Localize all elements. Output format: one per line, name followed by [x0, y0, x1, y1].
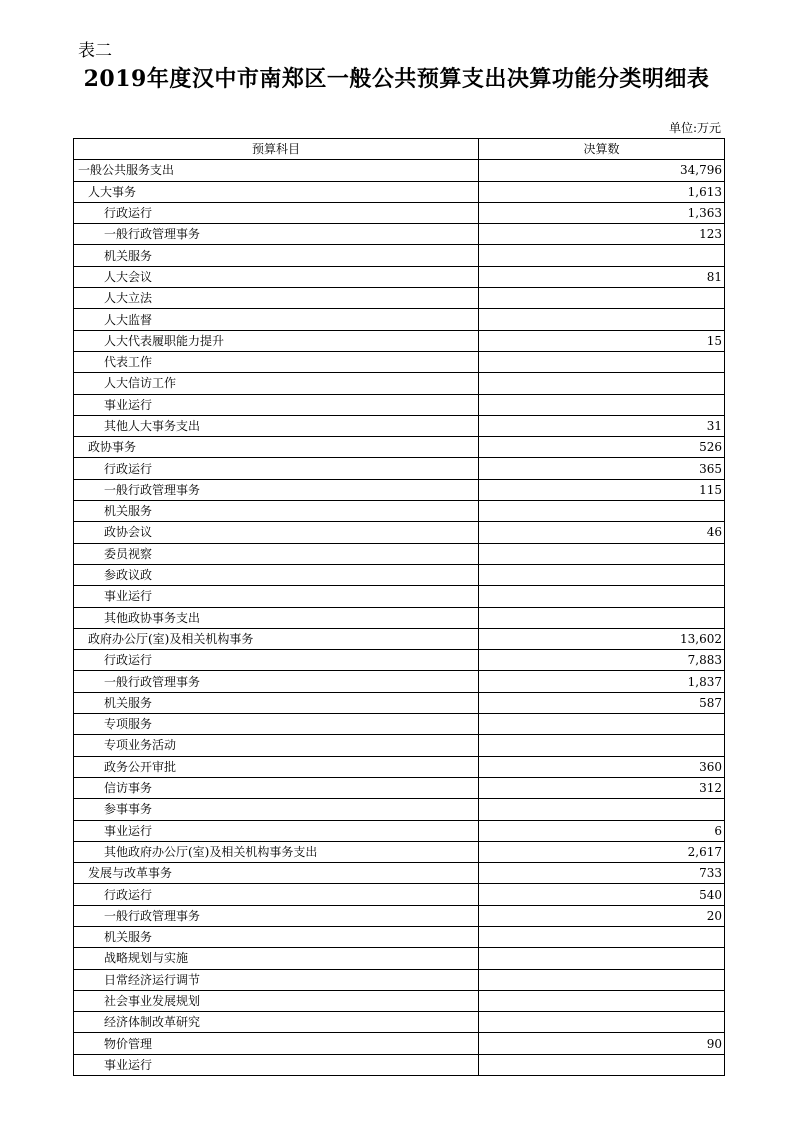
table-header-row: [74, 139, 725, 160]
amount-cell: [479, 543, 725, 564]
amount-cell: [479, 245, 725, 266]
amount-cell: [479, 564, 725, 585]
table-row: [74, 501, 725, 522]
amount-cell: 20: [479, 905, 725, 926]
table-row: [74, 415, 725, 436]
amount-cell: 1,613: [479, 181, 725, 202]
budget-item-cell: 专项服务: [74, 714, 479, 735]
amount-cell: 81: [479, 266, 725, 287]
budget-item-cell: 事业运行: [74, 1054, 479, 1075]
table-row: [74, 628, 725, 649]
budget-item-cell: 人大信访工作: [74, 373, 479, 394]
amount-cell: [479, 1012, 725, 1033]
table-row: [74, 905, 725, 926]
budget-item-cell: 日常经济运行调节: [74, 969, 479, 990]
amount-cell: [479, 926, 725, 947]
table-row: [74, 245, 725, 266]
budget-item-cell: 行政运行: [74, 650, 479, 671]
table-row: [74, 714, 725, 735]
table-row: [74, 969, 725, 990]
budget-item-cell: 政协事务: [74, 437, 479, 458]
table-row: [74, 990, 725, 1011]
table-row: [74, 650, 725, 671]
budget-item-cell: 机关服务: [74, 926, 479, 947]
budget-item-cell: 机关服务: [74, 501, 479, 522]
budget-item-cell: 机关服务: [74, 245, 479, 266]
amount-cell: 90: [479, 1033, 725, 1054]
header-budget-item: 预算科目: [74, 139, 479, 160]
amount-cell: 46: [479, 522, 725, 543]
table-row: [74, 948, 725, 969]
budget-item-cell: 发展与改革事务: [74, 863, 479, 884]
amount-cell: [479, 288, 725, 309]
table-row: [74, 820, 725, 841]
document-title: 2019年度汉中市南郑区一般公共预算支出决算功能分类明细表: [83, 66, 710, 92]
amount-cell: [479, 990, 725, 1011]
budget-item-cell: 政协会议: [74, 522, 479, 543]
table-row: [74, 288, 725, 309]
table-row: [74, 160, 725, 181]
budget-item-cell: 参事事务: [74, 799, 479, 820]
table-row: [74, 458, 725, 479]
amount-cell: 587: [479, 692, 725, 713]
amount-cell: [479, 735, 725, 756]
table-row: [74, 863, 725, 884]
budget-item-cell: 人大立法: [74, 288, 479, 309]
budget-item-cell: 人大代表履职能力提升: [74, 330, 479, 351]
amount-cell: 123: [479, 224, 725, 245]
table-row: [74, 522, 725, 543]
amount-cell: 1,837: [479, 671, 725, 692]
amount-cell: [479, 714, 725, 735]
budget-item-cell: 专项业务活动: [74, 735, 479, 756]
table-row: [74, 437, 725, 458]
table-row: [74, 373, 725, 394]
table-row: [74, 756, 725, 777]
table-row: [74, 1033, 725, 1054]
unit-label: 单位:万元: [668, 121, 721, 135]
budget-item-cell: 一般行政管理事务: [74, 479, 479, 500]
budget-item-cell: 人大会议: [74, 266, 479, 287]
table-row: [74, 266, 725, 287]
amount-cell: 733: [479, 863, 725, 884]
budget-item-cell: 人大事务: [74, 181, 479, 202]
table-row: [74, 607, 725, 628]
table-row: [74, 309, 725, 330]
budget-item-cell: 一般行政管理事务: [74, 671, 479, 692]
amount-cell: [479, 948, 725, 969]
budget-item-cell: 经济体制改革研究: [74, 1012, 479, 1033]
table-row: [74, 564, 725, 585]
table-row: [74, 586, 725, 607]
table-row: [74, 543, 725, 564]
amount-cell: [479, 586, 725, 607]
table-row: [74, 841, 725, 862]
budget-item-cell: 政务公开审批: [74, 756, 479, 777]
table-row: [74, 1054, 725, 1075]
table-row: [74, 735, 725, 756]
budget-item-cell: 事业运行: [74, 586, 479, 607]
table-body: [74, 160, 725, 1076]
amount-cell: [479, 969, 725, 990]
table-row: [74, 181, 725, 202]
table-row: [74, 351, 725, 372]
budget-item-cell: 一般行政管理事务: [74, 905, 479, 926]
amount-cell: 540: [479, 884, 725, 905]
budget-item-cell: 战略规划与实施: [74, 948, 479, 969]
budget-item-cell: 政府办公厅(室)及相关机构事务: [74, 628, 479, 649]
header-final-amount: 决算数: [479, 139, 725, 160]
budget-item-cell: 事业运行: [74, 394, 479, 415]
table-row: [74, 202, 725, 223]
amount-cell: [479, 799, 725, 820]
amount-cell: [479, 394, 725, 415]
budget-table: [73, 138, 725, 1076]
table-row: [74, 479, 725, 500]
table-row: [74, 926, 725, 947]
budget-item-cell: 社会事业发展规划: [74, 990, 479, 1011]
budget-item-cell: 一般行政管理事务: [74, 224, 479, 245]
amount-cell: [479, 607, 725, 628]
amount-cell: [479, 1054, 725, 1075]
amount-cell: [479, 501, 725, 522]
budget-item-cell: 信访事务: [74, 777, 479, 798]
amount-cell: 2,617: [479, 841, 725, 862]
budget-item-cell: 委员视察: [74, 543, 479, 564]
amount-cell: 7,883: [479, 650, 725, 671]
table-row: [74, 224, 725, 245]
amount-cell: 13,602: [479, 628, 725, 649]
table-row: [74, 394, 725, 415]
table-row: [74, 884, 725, 905]
amount-cell: 365: [479, 458, 725, 479]
table-label: 表二: [78, 41, 112, 61]
budget-item-cell: 一般公共服务支出: [74, 160, 479, 181]
budget-item-cell: 其他政府办公厅(室)及相关机构事务支出: [74, 841, 479, 862]
budget-item-cell: 物价管理: [74, 1033, 479, 1054]
budget-item-cell: 其他政协事务支出: [74, 607, 479, 628]
amount-cell: [479, 373, 725, 394]
table-row: [74, 692, 725, 713]
budget-item-cell: 行政运行: [74, 458, 479, 479]
table-row: [74, 777, 725, 798]
amount-cell: [479, 351, 725, 372]
amount-cell: 34,796: [479, 160, 725, 181]
budget-item-cell: 参政议政: [74, 564, 479, 585]
budget-item-cell: 代表工作: [74, 351, 479, 372]
amount-cell: 115: [479, 479, 725, 500]
amount-cell: [479, 309, 725, 330]
amount-cell: 6: [479, 820, 725, 841]
amount-cell: 31: [479, 415, 725, 436]
budget-item-cell: 人大监督: [74, 309, 479, 330]
table-row: [74, 1012, 725, 1033]
budget-item-cell: 行政运行: [74, 884, 479, 905]
budget-item-cell: 事业运行: [74, 820, 479, 841]
amount-cell: 312: [479, 777, 725, 798]
table-row: [74, 671, 725, 692]
amount-cell: 1,363: [479, 202, 725, 223]
amount-cell: 15: [479, 330, 725, 351]
amount-cell: 360: [479, 756, 725, 777]
budget-item-cell: 机关服务: [74, 692, 479, 713]
budget-item-cell: 行政运行: [74, 202, 479, 223]
amount-cell: 526: [479, 437, 725, 458]
table-row: [74, 330, 725, 351]
table-row: [74, 799, 725, 820]
budget-item-cell: 其他人大事务支出: [74, 415, 479, 436]
